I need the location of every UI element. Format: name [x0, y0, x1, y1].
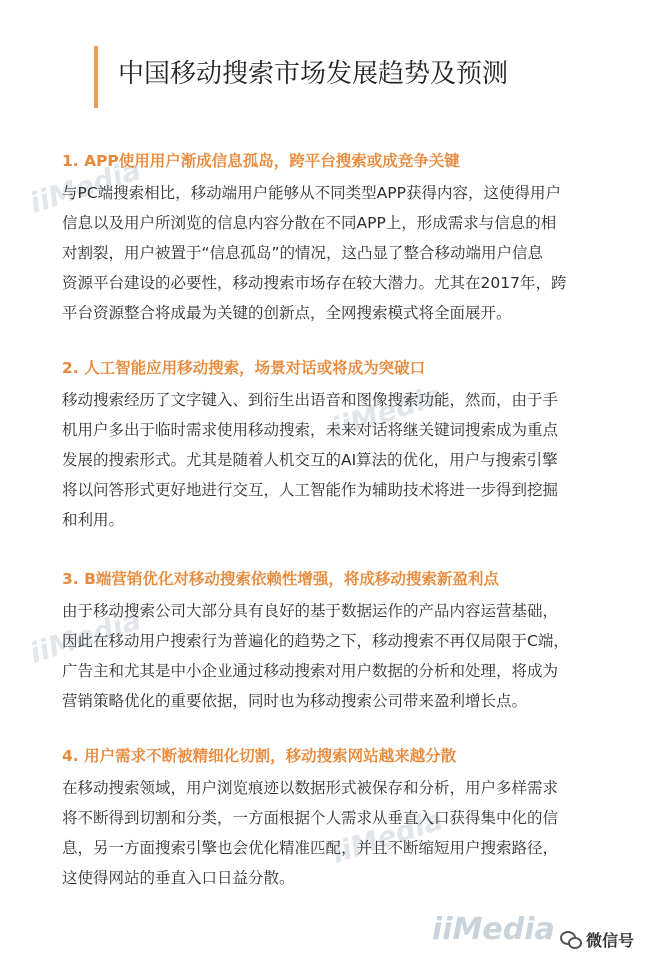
body-line: 机用户多出于临时需求使用移动搜索，未来对话将继关键词搜索成为重点 [62, 421, 559, 439]
body-line: 营销策略优化的重要依据，同时也为移动搜索公司带来盈利增长点。 [62, 692, 528, 710]
section-body [62, 773, 622, 893]
body-line: 移动搜索经历了文字键入、到衍生出语音和图像搜索功能，然而，由于手 [62, 391, 559, 409]
body-line: 将不断得到切割和分类，一方面根据个人需求从垂直入口获得集中化的信 [62, 809, 559, 827]
body-line: 息，另一方面搜索引擎也会优化精准匹配，并且不断缩短用户搜索路径， [62, 839, 559, 857]
section-1 [62, 148, 622, 328]
body-line: 这使得网站的垂直入口日益分散。 [62, 869, 295, 887]
body-line: 广告主和尤其是中小企业通过移动搜索对用户数据的分析和处理，将成为 [62, 662, 559, 680]
watermark-logo: iiMedia [327, 803, 447, 870]
section-4 [62, 743, 622, 893]
body-line: 由于移动搜索公司大部分具有良好的基于数据运作的产品内容运营基础， [62, 602, 559, 620]
section-heading: 1. APP使用用户渐成信息孤岛，跨平台搜索或成竞争关键 [62, 152, 460, 170]
section-body [62, 178, 622, 328]
body-line: 因此在移动用户搜索行为普遍化的趋势之下，移动搜索不再仅局限于C端， [62, 632, 569, 650]
body-line: 信息以及用户所浏览的信息内容分散在不同APP上，形成需求与信息的相 [62, 214, 557, 232]
section-body [62, 385, 622, 535]
footer-account-name: 微信号 [586, 931, 635, 950]
watermark-logo: iiMedia [25, 603, 145, 670]
watermark-logo: iiMedia [25, 153, 145, 220]
body-line: 和利用。 [62, 511, 125, 529]
watermark-logo: iiMedia [327, 378, 447, 445]
title-accent-bar [94, 46, 98, 108]
footer-wechat-badge [560, 928, 634, 951]
section-2 [62, 355, 622, 535]
body-line: 与PC端搜索相比，移动端用户能够从不同类型APP获得内容，这使得用户 [62, 184, 561, 202]
section-body [62, 596, 622, 716]
body-line: 平台资源整合将成最为关键的创新点，全网搜索模式将全面展开。 [62, 304, 512, 322]
section-heading: 3. B端营销优化对移动搜索依赖性增强，将成移动搜索新盈利点 [62, 570, 499, 588]
section-heading: 4. 用户需求不断被精细化切割，移动搜索网站越来越分散 [62, 747, 457, 765]
page-title: 中国移动搜索市场发展趋势及预测 [118, 59, 509, 89]
body-line: 对割裂，用户被置于“信息孤岛”的情况，这凸显了整合移动端用户信息 [62, 244, 544, 262]
body-line: 资源平台建设的必要性，移动搜索市场存在较大潜力。尤其在2017年，跨 [62, 274, 567, 292]
section-3 [62, 566, 622, 716]
body-line: 将以问答形式更好地进行交互，人工智能作为辅助技术将进一步得到挖掘 [62, 481, 559, 499]
footer-logo: iiMedia [432, 912, 555, 947]
body-line: 在移动搜索领域，用户浏览痕迹以数据形式被保存和分析，用户多样需求 [62, 779, 559, 797]
body-line: 发展的搜索形式。尤其是随着人机交互的AI算法的优化，用户与搜索引擎 [62, 451, 558, 469]
section-heading: 2. 人工智能应用移动搜索，场景对话或将成为突破口 [62, 359, 426, 377]
wechat-icon [560, 931, 582, 949]
